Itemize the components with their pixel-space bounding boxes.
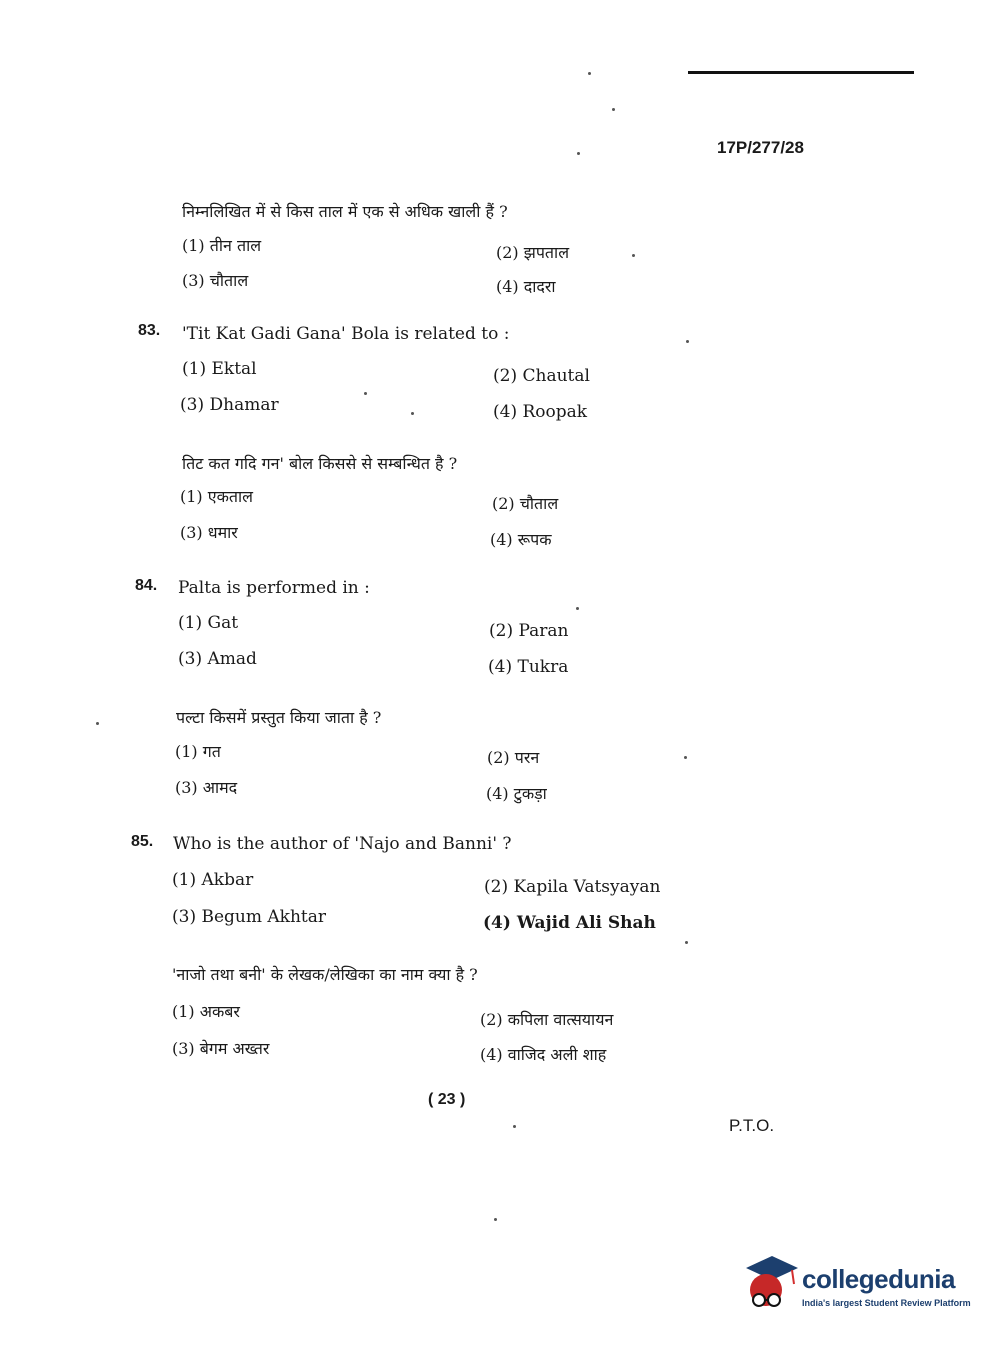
q84-text-en: Palta is performed in : xyxy=(178,578,370,598)
q82-text-hi: निम्नलिखित में से किस ताल में एक से अधिक खाली हैं ? xyxy=(182,202,508,221)
q83-option-2-hi: (2) चौताल xyxy=(492,494,559,513)
q85-option-3-en: (3) Begum Akhtar xyxy=(172,907,327,927)
q85-text-hi: 'नाजो तथा बनी' के लेखक/लेखिका का नाम क्या है ? xyxy=(172,965,478,984)
scan-speck xyxy=(632,254,635,257)
q84-option-2-hi: (2) परन xyxy=(487,748,540,767)
q84-option-4-hi: (4) टुकड़ा xyxy=(486,784,547,803)
q84-text-hi: पल्टा किसमें प्रस्तुत किया जाता है ? xyxy=(176,708,382,727)
scan-speck xyxy=(411,412,414,415)
q82-option-3-hi: (3) चौताल xyxy=(182,271,249,290)
q84-option-1-en: (1) Gat xyxy=(178,613,239,633)
q84-option-3-hi: (3) आमद xyxy=(175,778,238,797)
q85-text-en: Who is the author of 'Najo and Banni' ? xyxy=(173,834,512,854)
page-number: ( 23 ) xyxy=(428,1091,466,1108)
q84-number: 84. xyxy=(135,577,158,594)
q85-option-2-hi: (2) कपिला वात्सयायन xyxy=(480,1010,614,1029)
scan-speck xyxy=(576,607,579,610)
q85-option-2-en: (2) Kapila Vatsyayan xyxy=(484,877,661,897)
q85-number: 85. xyxy=(131,833,154,850)
q83-text-en: 'Tit Kat Gadi Gana' Bola is related to : xyxy=(182,324,510,344)
q85-option-4-en: (4) Wajid Ali Shah xyxy=(483,913,656,933)
q83-number: 83. xyxy=(138,322,161,339)
scan-speck xyxy=(686,340,689,343)
q83-option-4-en: (4) Roopak xyxy=(493,402,588,422)
paper-code: 17P/277/28 xyxy=(717,138,804,157)
q84-option-2-en: (2) Paran xyxy=(489,621,569,641)
scan-speck xyxy=(577,152,580,155)
q83-option-3-en: (3) Dhamar xyxy=(180,395,279,415)
q83-option-4-hi: (4) रूपक xyxy=(490,530,552,549)
pto-label: P.T.O. xyxy=(729,1116,775,1135)
q83-text-hi: तिट कत गदि गन' बोल किससे से सम्बन्धित है ? xyxy=(182,454,458,473)
q85-option-1-en: (1) Akbar xyxy=(172,870,254,890)
mascot-icon xyxy=(742,1250,800,1322)
q83-option-1-hi: (1) एकताल xyxy=(180,487,253,506)
q83-option-2-en: (2) Chautal xyxy=(493,366,590,386)
scan-speck xyxy=(588,72,591,75)
q84-option-3-en: (3) Amad xyxy=(178,649,257,669)
q82-option-2-hi: (2) झपताल xyxy=(496,243,570,262)
q82-option-4-hi: (4) दादरा xyxy=(496,277,556,296)
scan-speck xyxy=(684,756,687,759)
q85-option-4-hi: (4) वाजिद अली शाह xyxy=(480,1045,607,1064)
scan-speck xyxy=(513,1125,516,1128)
q83-option-3-hi: (3) धमार xyxy=(180,523,238,542)
scan-speck xyxy=(364,392,367,395)
q82-option-1-hi: (1) तीन ताल xyxy=(182,236,262,255)
collegedunia-watermark xyxy=(742,1250,972,1322)
q85-option-3-hi: (3) बेगम अख्तर xyxy=(172,1039,270,1058)
top-rule xyxy=(688,71,914,74)
scan-speck xyxy=(494,1218,497,1221)
scan-speck xyxy=(96,722,99,725)
q84-option-1-hi: (1) गत xyxy=(175,742,221,761)
scan-speck xyxy=(612,108,615,111)
scan-speck xyxy=(685,941,688,944)
q85-option-1-hi: (1) अकबर xyxy=(172,1002,240,1021)
brand-tagline: India's largest Student Review Platform xyxy=(802,1298,971,1308)
q84-option-4-en: (4) Tukra xyxy=(488,657,569,677)
brand-name: collegedunia xyxy=(802,1264,955,1294)
q83-option-1-en: (1) Ektal xyxy=(182,359,257,379)
